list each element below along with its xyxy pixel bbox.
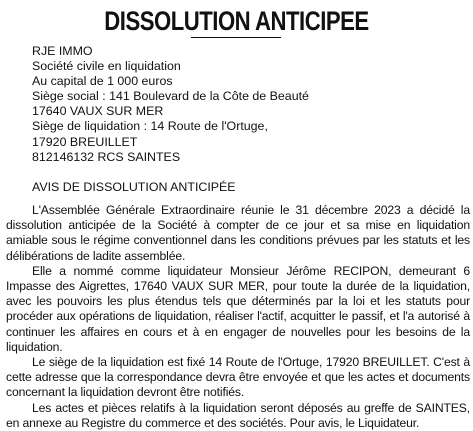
company-form: Société civile en liquidation (32, 59, 181, 74)
company-name: RJE IMMO (32, 44, 93, 58)
paragraph-filing: Les actes et pièces relatifs à la liquidation seront déposés au greffe de SAINTES, en annexe au Registre du commerce et des sociétés. Pour avis, le Liquidateur. (6, 400, 470, 430)
notice-title: DISSOLUTION ANTICIPEE (104, 6, 369, 36)
liquidation-seat-city: 17920 BREUILLET (32, 134, 138, 149)
paragraph-liquidation-seat: Le siège de la liquidation est fixé 14 Route de l'Ortuge, 17920 BREUILLET. C'est à cette adresse que la correspondance devra être envoyée et que les actes et documents concernant la liquidation devront être notifiés. (6, 355, 470, 400)
company-capital: Au capital de 1 000 euros (32, 74, 173, 89)
registered-office: Siège social : 141 Boulevard de la Côte de Beauté (32, 89, 309, 104)
paragraph-decision: L'Assemblée Générale Extraordinaire réunie le 31 décembre 2023 a décidé la dissolution anticipée de la Société à compter de ce jour et sa mise en liquidation amiable sous le régime conventionnel dans les conditions prévues par les statuts et les délibérations de ladite assemblée. (6, 203, 470, 263)
rcs-registration: 812146132 RCS SAINTES (32, 149, 181, 164)
company-info-block (32, 44, 452, 165)
notice-body (6, 203, 470, 431)
title-underline (191, 37, 281, 38)
paragraph-liquidator: Elle a nommé comme liquidateur Monsieur Jérôme RECIPON, demeurant 6 Impasse des Aigrettes, 17640 VAUX SUR MER, pour toute la durée de la liquidation, avec les pouvoirs les plus étendus tels que déterminés par la loi et les statuts pour procéder aux opérations de liquidation, réaliser l'actif, acquitter le passif, et l'a autorisé à continuer les affaires en cours et à en engager de nouvelles pour les besoins de la liquidation. (6, 263, 470, 354)
registered-office-city: 17640 VAUX SUR MER (32, 104, 164, 119)
liquidation-seat: Siège de liquidation : 14 Route de l'Ortuge, (32, 119, 268, 134)
section-title: AVIS DE DISSOLUTION ANTICIPÉE (32, 180, 236, 194)
